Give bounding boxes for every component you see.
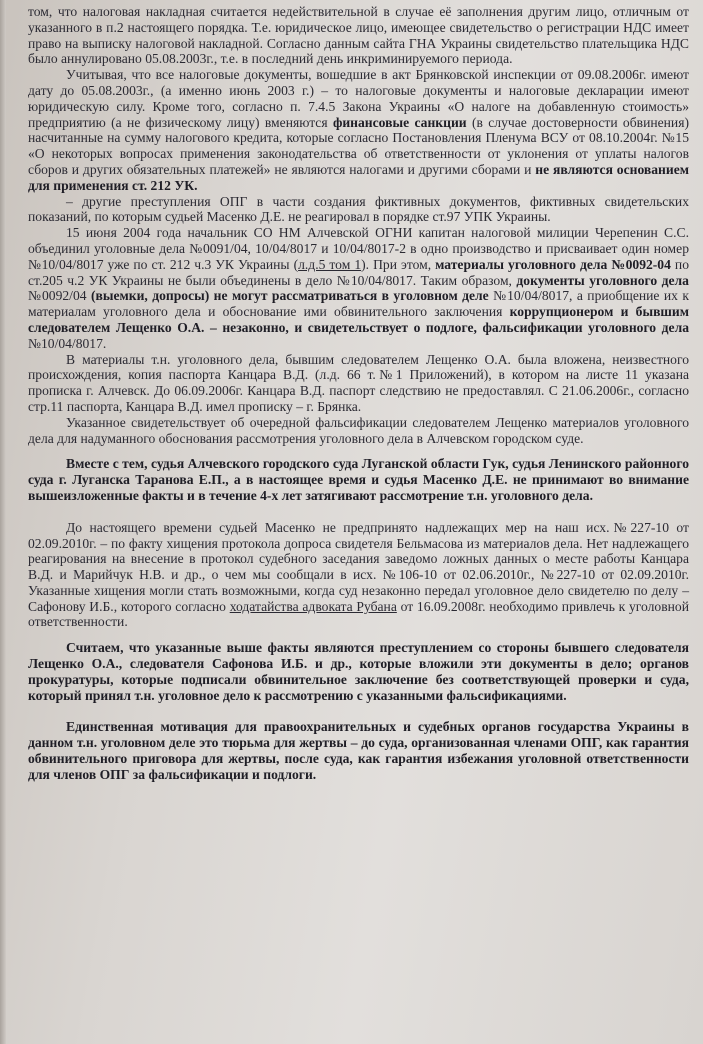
paragraph-nds-invoice: [28, 4, 689, 67]
paragraph-case-merge: [28, 225, 689, 351]
bold-text-run: материалы уголовного дела №0092-04: [435, 256, 671, 272]
text-run: №10/04/8017.: [28, 335, 107, 351]
bold-text-run: (выемки, допросы) не могут рассматриваться в уголовном деле: [90, 288, 489, 304]
paragraph-tax-documents: [28, 67, 689, 193]
text-run: по ст.205 ч.2 УК Украины не были объединены в дело №10/04/8017. Таким образом,: [28, 256, 689, 288]
text-run: ). При этом,: [361, 256, 436, 272]
bold-text-run: финансовые санкции: [332, 114, 467, 130]
text-run: В материалы т.н. уголовного дела, бывшим следователем Лещенко О.А. была вложена, неизвестного происхождения, копия паспорта Канцара В.Д. (л.д. 66 т.№1 Приложений), в котором на листе 11 указана прописка г. Алчевск. До 06.09.2006г. Канцара В.Д. паспорт следствию не предоставлял. С 21.06.2006г., согласно стр.11 паспорта, Канцара В.Д. имел прописку – г. Брянка.: [28, 351, 689, 414]
paragraph-motivation: [28, 719, 689, 782]
underlined-text-run: ходатайства адвоката Рубана: [229, 598, 397, 614]
underlined-text-run: л.д.5 том 1: [298, 256, 362, 272]
text-run: №10/04/8017, а приобщение их к материалам уголовного дела и обоснование ими обвинительного заключения: [28, 288, 689, 320]
bold-text-run: Единственная мотивация для правоохранительных и судебных органов государства Украины в данном т.н. уголовном деле это тюрьма для жертвы – до суда, организованная членами ОПГ, как гарантия обвинительного приговора для жертвы, после суда, как гарантия избежания уголовной ответственности для членов ОПГ за фальсификации и подлоги.: [28, 719, 689, 782]
bold-text-run: коррупционером и бывшим следователем Лещенко О.А. – незаконно, и свидетельствует о подлоге, фальсификации уголовного дела: [28, 304, 689, 335]
bold-text-run: Считаем, что указанные выше факты являются преступлением со стороны бывшего следователя Лещенко О.А., следователя Сафонова И.Б. и др., которые вложили эти документы в дело; органов прокуратуры, которые подписали обвинительное заключение без соответствующей проверки и суда, который принял т.н. уголовное дело к рассмотрению с указанными фальсификациями.: [28, 640, 689, 703]
bold-text-run: не являются основанием для применения ст. 212 УК.: [28, 161, 689, 193]
bold-text-run: Вместе с тем, судья Алчевского городского суда Луганской области Гук, судья Ленинского районного суда г. Луганска Таранова Е.П., а в настоящее время и судья Масенко Д.Е. не принимают во внимание вышеизложенные факты и в течение 4-х лет затягивают рассмотрение т.н. уголовного дела.: [28, 456, 689, 503]
text-run: Учитывая, что все налоговые документы, вошедшие в акт Брянковской инспекции от 09.08.2006г. имеют дату до 05.08.2003г., (а именно июнь 2003 г.) – то налоговые документы и налоговые декларации имеют юридическую силу. Кроме того, согласно п. 7.4.5 Закона Украины «О налоге на добавленную стоимость» предприятию (а не физическому лицу) вменяются: [28, 67, 689, 130]
paragraph-judges: [28, 456, 689, 503]
text-run: 15 июня 2004 года начальник СО НМ Алчевской ОГНИ капитан налоговой милиции Черепенин С.С. объединил уголовные дела №0091/04, 10/04/8017 и 10/04/8017-2 в одно производство и присваивает один номер №10/04/8017 уже по ст. 212 ч.3 УК Украины (: [28, 225, 689, 272]
text-run: том, что налоговая накладная считается недействительной в случае её заполнения другим лицо, отличным от указанного в п.2 настоящего порядка. Т.е. юридическое лицо, имеющее свидетельство о регистрации НДС имеет право на выписку налоговой накладной. Согласно данным сайта ГНА Украины свидетельство плательщика НДС было аннулировано 05.08.2003г., т.е. в последний день инкриминируемого периода.: [28, 4, 689, 67]
bold-text-run: документы уголовного дела: [516, 272, 689, 288]
paragraph-passport-copy: [28, 352, 689, 415]
text-run: от 16.09.2008г. необходимо привлечь к уголовной ответственности.: [28, 598, 689, 630]
paragraph-conclusion: [28, 640, 689, 703]
paragraph-falsification: [28, 415, 689, 447]
text-run: (в случае достоверности обвинения) насчитанные на сумму налогового кредита, которые согласно Постановления Пленума ВСУ от 08.10.2004г. №15 «О некоторых вопросах применения законодательства об ответственности от уклонения от уплаты налогов сборов и других обязательных платежей» не являются налогами и другими сборами и: [28, 114, 689, 177]
text-run: №0092/04: [28, 288, 91, 304]
paragraph-judge-masenko: [28, 520, 689, 631]
text-run: До настоящего времени судьей Масенко не предпринято надлежащих мер на наш исх.№227-10 от 02.09.2010г. – по факту хищения протокола допроса свидетеля Бельмасова из материалов дела. Нет надлежащего реагирования на внесение в протокол судебного заседания заведомо ложных данных о месте работы Канцара В.Д. и Марийчук Н.В. и др., о чем мы сообщали в исх. №106-10 от 02.06.2010г., №227-10 от 02.09.2010г. Указанные хищения могли стать возможными, когда суд незаконно передал уголовное дело свидетелю по делу – Сафонову И.Б., которого согласно: [28, 519, 689, 614]
text-run: Указанное свидетельствует об очередной фальсификации следователем Лещенко материалов уголовного дела для надуманного обоснования рассмотрения уголовного дела в Алчевском городском суде.: [28, 414, 689, 446]
paragraph-other-crimes: [28, 194, 689, 226]
text-run: – другие преступления ОПГ в части создания фиктивных документов, фиктивных свидетельских показаний, по которым судьей Масенко Д.Е. не реагировал в порядке ст.97 УПК Украины.: [28, 193, 689, 225]
